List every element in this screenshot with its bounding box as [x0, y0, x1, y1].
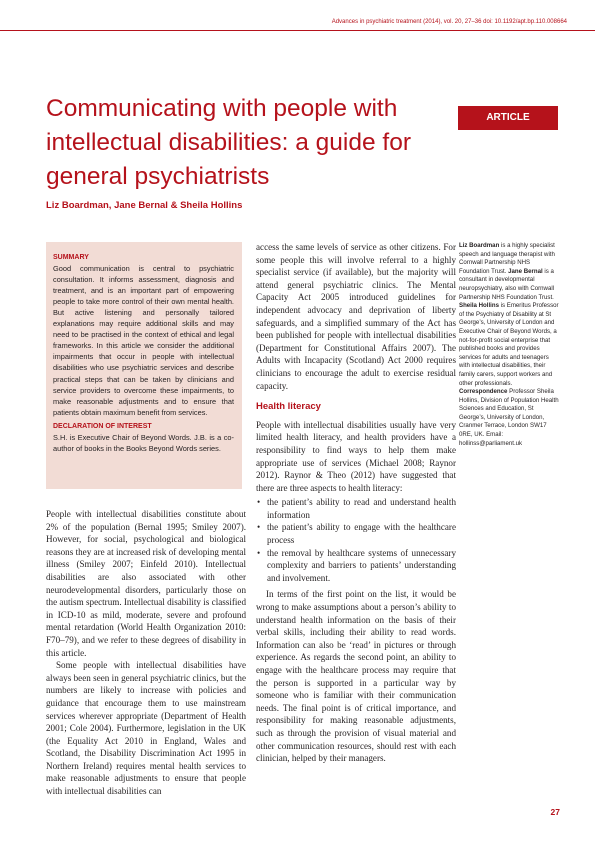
section-heading: Health literacy: [256, 401, 321, 413]
author-bio: is a consultant in developmental neuropsychiatry, also with Cornwall Partnership NHS Foundation Trust.: [459, 267, 555, 301]
list-item-text: the patient’s ability to engage with the healthcare process: [267, 522, 456, 546]
summary-box: [46, 242, 242, 489]
paragraph: Some people with intellectual disabilities have always been seen in general psychiatric clinics, but the numbers are likely to increase with policies and guidance that encourage them to use mainstream services wherever appropriate (Department of Health 2001; Cole 2004). Furthermore, legislation in the UK (the Equality Act 2010 in England, Wales and Scotland, the Disability Discrimination Act 1995 in Northern Ireland) requires mental health services to make reasonable adjustments to ensure that people with intellectual disabilities can: [46, 660, 246, 797]
paragraph: People with intellectual disabilities usually have very limited health literacy, and health providers have a responsibility to find ways to help them make appropriate use of services (Michael 2008; Raynor 2012). Raynor & Theo (2012) have suggested that there are three aspects to health literacy:: [256, 419, 456, 493]
declaration-text: S.H. is Executive Chair of Beyond Words. J.B. is a co-author of books in the Books Beyond Words series.: [53, 432, 234, 453]
running-header: Advances in psychiatric treatment (2014), vol. 20, 27–36 doi: 10.1192/apt.bp.110.008664: [331, 19, 567, 25]
author-name: Jane Bernal: [508, 267, 543, 275]
list-item: [256, 547, 456, 585]
author-bio: is Emeritus Professor of the Psychiatry of Disability at St George’s, University of London and Executive Chair of Beyond Words, a not-for-profit social enterprise that published books and provides services for adults and teenagers with intellectual disabilities, their family carers, support workers and other professionals.: [459, 302, 559, 387]
list-item: [256, 521, 456, 546]
author-name: Liz Boardman: [459, 242, 500, 249]
author-info-sidebar: [459, 242, 559, 448]
body-column-left: [46, 508, 246, 798]
article-type-badge: ARTICLE: [458, 106, 558, 130]
list-item-text: the removal by healthcare systems of unnecessary complexity and barriers to patients’ understanding and involvement.: [267, 547, 456, 583]
body-column-middle: [256, 241, 456, 765]
paragraph: In terms of the first point on the list, it would be wrong to make assumptions about a person’s ability to understand health information on the basis of their verbal skills, including their ability to read words. Information can also be ‘read’ in pictures or through experience. As regards the second point, an ability to engage with the healthcare process may require that the person is supported in a particular way by someone who is familiar with their communication needs. The final point is of critical importance, and responsibility for making reasonable adjustments, such as through the provision of visual material and other communication resources, should rest with each clinician, helped by their managers.: [256, 589, 456, 764]
summary-text: Good communication is central to psychiatric consultation. It informs assessment, diagnosis and treatment, and is an important part of empowering people to take more control of their own mental health. But active listening and personally tailored explanations may require additional skills and may need to be practised in the context of ethical and legal frameworks. In this article we consider the additional impairments that occur in people with intellectual disabilities who use psychiatric services and describe practical steps that can be taken by clinicians and service providers to overcome these impairments, to make reasonable adjustments and to ensure that patients obtain maximum benefit from services.: [53, 264, 234, 417]
bullet-icon: •: [257, 547, 261, 558]
paragraph: People with intellectual disabilities constitute about 2% of the population (Bernal 1995; Smiley 2007). However, for social, psychological and biological reasons they are at increased risk of developing mental illness (Smiley 2007; Einfeld 2010). Intellectual disabilities are also associated with other neurodevelopmental disorders, particularly those on the autism spectrum. Intellectual disability is classified in ICD-10 as mild, moderate, severe and profound mental retardation (World Health Organization 2010: F70–79), and we refer to these degrees of disability in this article.: [46, 509, 246, 658]
summary-heading: SUMMARY: [53, 254, 89, 261]
correspondence-text: Professor Sheila Hollins, Division of Population Health Sciences and Education, St George’s, University of London, Cranmer Terrace, London SW17 0RE, UK. Email: hollinss@parliament.uk: [459, 388, 559, 447]
header-rule: [0, 30, 595, 31]
list-item: [256, 496, 456, 521]
correspondence-label: Correspondence: [459, 388, 508, 396]
declaration-heading: DECLARATION OF INTEREST: [53, 422, 152, 430]
author-name: Sheila Hollins: [459, 302, 499, 310]
bullet-list: [256, 496, 456, 584]
page-number: 27: [550, 807, 560, 817]
bullet-icon: •: [257, 497, 261, 508]
paragraph: access the same levels of service as other citizens. For some people this will involve referral to a highly specialist service (if available), but the majority will attend general psychiatric clinics. The Mental Capacity Act 2005 introduced guidelines for independent advocacy and deprivation of liberty safeguards, and a simplified summary of the Act has been published for people with intellectual disabilities (Department for Constitutional Affairs 2007). The Adults with Incapacity (Scotland) Act 2000 requires clinicians to encourage the adult to exercise residual capacity.: [256, 242, 456, 391]
bullet-icon: •: [257, 522, 261, 533]
author-list: Liz Boardman, Jane Bernal & Sheila Hollins: [46, 200, 243, 211]
article-title: Communicating with people with intellectual disabilities: a guide for general psychiatrists: [46, 95, 411, 190]
list-item-text: the patient’s ability to read and understand health information: [267, 497, 456, 520]
author-bio: is a highly specialist speech and language therapist with Cornwall Partnership NHS Foundation Trust.: [459, 242, 555, 275]
author-bios: [459, 242, 559, 448]
